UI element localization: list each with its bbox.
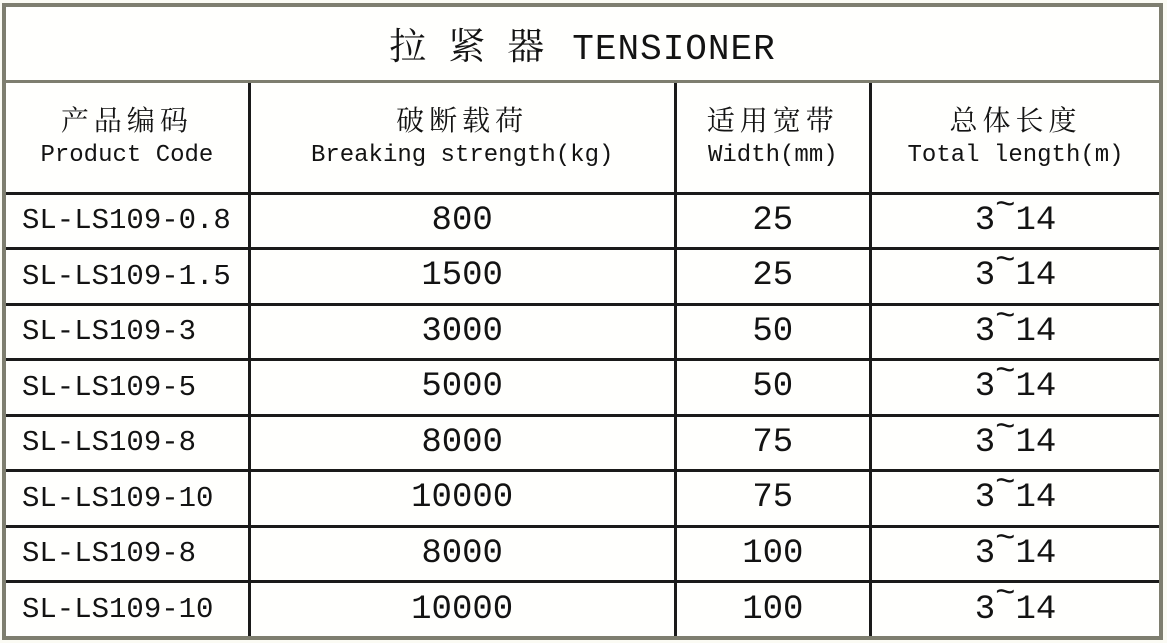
width-cell: 75 <box>675 415 871 471</box>
table-body <box>4 193 1161 638</box>
column-header-english: Width(mm) <box>708 141 838 169</box>
column-header-english: Breaking strength(kg) <box>310 141 614 169</box>
total-length-cell: 3~14 <box>871 193 1161 249</box>
width-cell: 25 <box>675 193 871 249</box>
breaking-strength-cell: 8000 <box>249 415 675 471</box>
column-header-chinese: 破断载荷 <box>396 106 529 138</box>
table-row <box>4 193 1161 249</box>
table-row <box>4 360 1161 416</box>
table-row <box>4 304 1161 360</box>
breaking-strength-cell: 1500 <box>249 249 675 305</box>
product-code-cell: SL-LS109-3 <box>4 304 249 360</box>
product-code-cell: SL-LS109-8 <box>4 526 249 582</box>
width-cell: 100 <box>675 582 871 638</box>
breaking-strength-cell: 3000 <box>249 304 675 360</box>
title-row <box>4 5 1161 81</box>
product-code-cell: SL-LS109-10 <box>4 582 249 638</box>
width-cell: 100 <box>675 526 871 582</box>
table-row <box>4 582 1161 638</box>
table-row <box>4 415 1161 471</box>
column-header-english: Total length(m) <box>907 141 1124 169</box>
breaking-strength-cell: 5000 <box>249 360 675 416</box>
total-length-cell: 3~14 <box>871 582 1161 638</box>
total-length-cell: 3~14 <box>871 304 1161 360</box>
table-row <box>4 526 1161 582</box>
total-length-cell: 3~14 <box>871 249 1161 305</box>
column-header-4 <box>871 81 1161 193</box>
spec-table <box>2 3 1163 640</box>
width-cell: 50 <box>675 304 871 360</box>
tensioner-spec-table <box>2 3 1163 640</box>
breaking-strength-cell: 800 <box>249 193 675 249</box>
total-length-cell: 3~14 <box>871 471 1161 527</box>
width-cell: 25 <box>675 249 871 305</box>
header-row <box>4 81 1161 193</box>
breaking-strength-cell: 10000 <box>249 582 675 638</box>
product-code-cell: SL-LS109-5 <box>4 360 249 416</box>
table-row <box>4 471 1161 527</box>
product-code-cell: SL-LS109-1.5 <box>4 249 249 305</box>
column-header-chinese: 总体长度 <box>949 106 1082 138</box>
breaking-strength-cell: 8000 <box>249 526 675 582</box>
total-length-cell: 3~14 <box>871 360 1161 416</box>
width-cell: 75 <box>675 471 871 527</box>
column-header-2 <box>249 81 675 193</box>
total-length-cell: 3~14 <box>871 526 1161 582</box>
product-code-cell: SL-LS109-8 <box>4 415 249 471</box>
table-title <box>4 5 1161 81</box>
breaking-strength-cell: 10000 <box>249 471 675 527</box>
column-header-english: Product Code <box>40 141 214 169</box>
column-header-chinese: 产品编码 <box>60 106 193 138</box>
total-length-cell: 3~14 <box>871 415 1161 471</box>
title-english: TENSIONER <box>572 29 776 71</box>
width-cell: 50 <box>675 360 871 416</box>
product-code-cell: SL-LS109-10 <box>4 471 249 527</box>
product-code-cell: SL-LS109-0.8 <box>4 193 249 249</box>
column-header-chinese: 适用宽带 <box>706 106 839 138</box>
title-chinese: 拉紧器 <box>389 27 567 69</box>
column-header-1 <box>4 81 249 193</box>
column-header-3 <box>675 81 871 193</box>
table-row <box>4 249 1161 305</box>
